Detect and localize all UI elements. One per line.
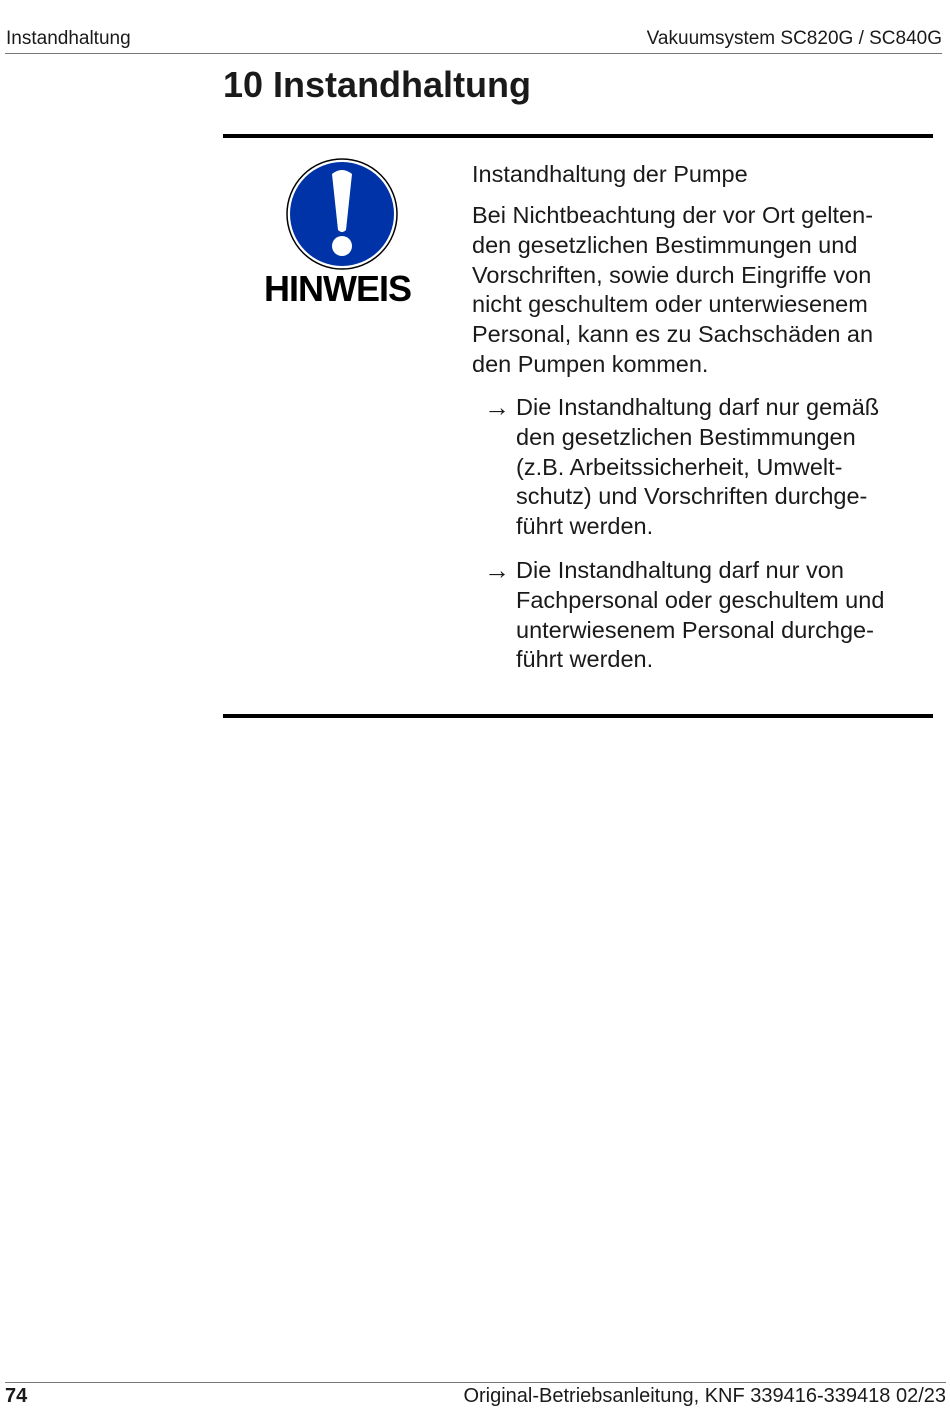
notice-body xyxy=(472,201,873,380)
body-line: nicht geschultem oder unterwiesenem xyxy=(472,291,868,318)
body-line: den Pumpen kommen. xyxy=(472,350,709,377)
body-line: den gesetzlichen Bestimmungen und xyxy=(472,231,858,258)
page-number: 74 xyxy=(5,1385,28,1407)
bullet-line: unterwiesenem Personal durchge- xyxy=(516,616,874,643)
notice-top-rule xyxy=(223,134,933,138)
arrow-right-icon: → xyxy=(484,555,510,585)
footer-divider xyxy=(5,1382,946,1383)
exclamation-mandatory-sign-icon xyxy=(286,158,398,270)
notice-bottom-rule xyxy=(223,714,933,718)
arrow-right-icon: → xyxy=(484,392,510,422)
bullet-line: Die Instandhaltung darf nur gemäß xyxy=(516,394,880,420)
bullet-line: führt werden. xyxy=(516,646,654,673)
bullet-line: schutz) und Vorschriften durchge- xyxy=(516,483,868,510)
chapter-title: 10 Instandhaltung xyxy=(223,64,532,105)
signal-word: HINWEIS xyxy=(264,268,412,309)
running-header-product: Vakuumsystem SC820G / SC840G xyxy=(646,28,942,49)
running-header-section: Instandhaltung xyxy=(6,28,131,49)
bullet-line: führt werden. xyxy=(516,513,654,540)
body-line: Bei Nichtbeachtung der vor Ort gelten- xyxy=(472,202,874,228)
bullet-item xyxy=(484,555,885,675)
body-line: Vorschriften, sowie durch Eingriffe von xyxy=(472,261,872,288)
bullet-item xyxy=(484,392,880,542)
document-reference: Original-Betriebsanleitung, KNF 339416-339418 02/23 xyxy=(463,1385,946,1407)
bullet-line: Fachpersonal oder geschultem und xyxy=(516,586,885,613)
notice-heading: Instandhaltung der Pumpe xyxy=(472,161,748,187)
header-divider xyxy=(5,53,942,54)
bullet-line: (z.B. Arbeitssicherheit, Umwelt- xyxy=(516,453,843,480)
bullet-line: den gesetzlichen Bestimmungen xyxy=(516,423,856,450)
body-line: Personal, kann es zu Sachschäden an xyxy=(472,321,874,348)
bullet-line: Die Instandhaltung darf nur von xyxy=(516,557,844,583)
